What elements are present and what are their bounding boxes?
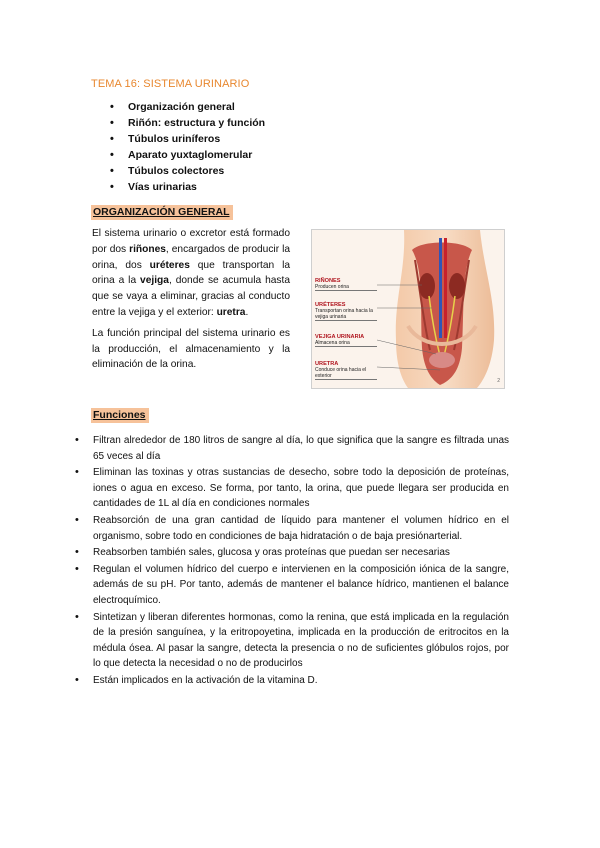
intro-text	[92, 226, 290, 373]
figure-page-number: 2	[497, 378, 500, 384]
list-item: • Eliminan las toxinas y otras sustancias de desecho, sobre todo la deposición de proteínas, iones o agua en exceso. Se forma, por tanto, la orina, que puede llegara ser producida en cantidades de 1L al día en condiciones normales	[73, 465, 509, 512]
urinary-system-figure	[311, 229, 505, 389]
list-item: • Sintetizan y liberan diferentes hormonas, como la renina, que está implicada en la regulación de la presión sanguínea, y la eritropoyetina, implicada en la producción de eritrocitos en la médula ósea. Al pasar la sangre, detecta la presencia o no de suficientes glóbulos rojos, por lo que detecta la necesidad o no de producirlos	[73, 610, 509, 672]
intro-paragraph-2: La función principal del sistema urinario es la producción, el almacenamiento y la eliminación de la orina.	[92, 327, 290, 371]
table-of-contents	[110, 99, 265, 195]
section-heading-funciones: Funciones	[91, 408, 149, 423]
toc-item: • Vías urinarias	[110, 179, 265, 195]
list-item: • Reabsorben también sales, glucosa y oras proteínas que puedan ser necesarias	[73, 545, 509, 561]
toc-item: • Túbulos uriníferos	[110, 131, 265, 147]
list-item: • Están implicados en la activación de la vitamina D.	[73, 673, 509, 689]
label-rinones: RIÑONES Producen orina	[315, 278, 377, 291]
toc-item: • Organización general	[110, 99, 265, 115]
toc-item: • Riñón: estructura y función	[110, 115, 265, 131]
intro-paragraph-1: El sistema urinario o excretor está formado por dos riñones, encargados de producir la orina, dos uréteres que transportan la orina a la vejiga, donde se acumula hasta que se vaya a eliminar, gracias al conducto entre la vejiga y el exterior: uretra.	[92, 228, 290, 318]
toc-item: • Túbulos colectores	[110, 163, 265, 179]
label-ureteres: URÉTERES Transportan orina hacia la vejiga urinaria	[315, 302, 377, 321]
list-item: • Filtran alrededor de 180 litros de sangre al día, lo que significa que la sangre es filtrada unas 65 veces al día	[73, 433, 509, 464]
toc-item: • Aparato yuxtaglomerular	[110, 147, 265, 163]
functions-list	[73, 433, 509, 690]
label-vejiga: VEJIGA URINARIA Almacena orina	[315, 334, 377, 347]
label-uretra: URETRA Conduce orina hacia el exterior	[315, 361, 377, 380]
list-item: • Regulan el volumen hídrico del cuerpo e intervienen en la composición iónica de la sangre, además de su pH. Por tanto, además de mantener el balance hídrico, mantienen el balance electroquímico.	[73, 562, 509, 609]
section-heading-organizacion: ORGANIZACIÓN GENERAL	[91, 205, 233, 220]
document-title: TEMA 16: SISTEMA URINARIO	[91, 78, 250, 90]
list-item: • Reabsorción de una gran cantidad de líquido para mantener el volumen hídrico en el organismo, sobre todo en condiciones de baja hidratación o de baja presiónarterial.	[73, 513, 509, 544]
